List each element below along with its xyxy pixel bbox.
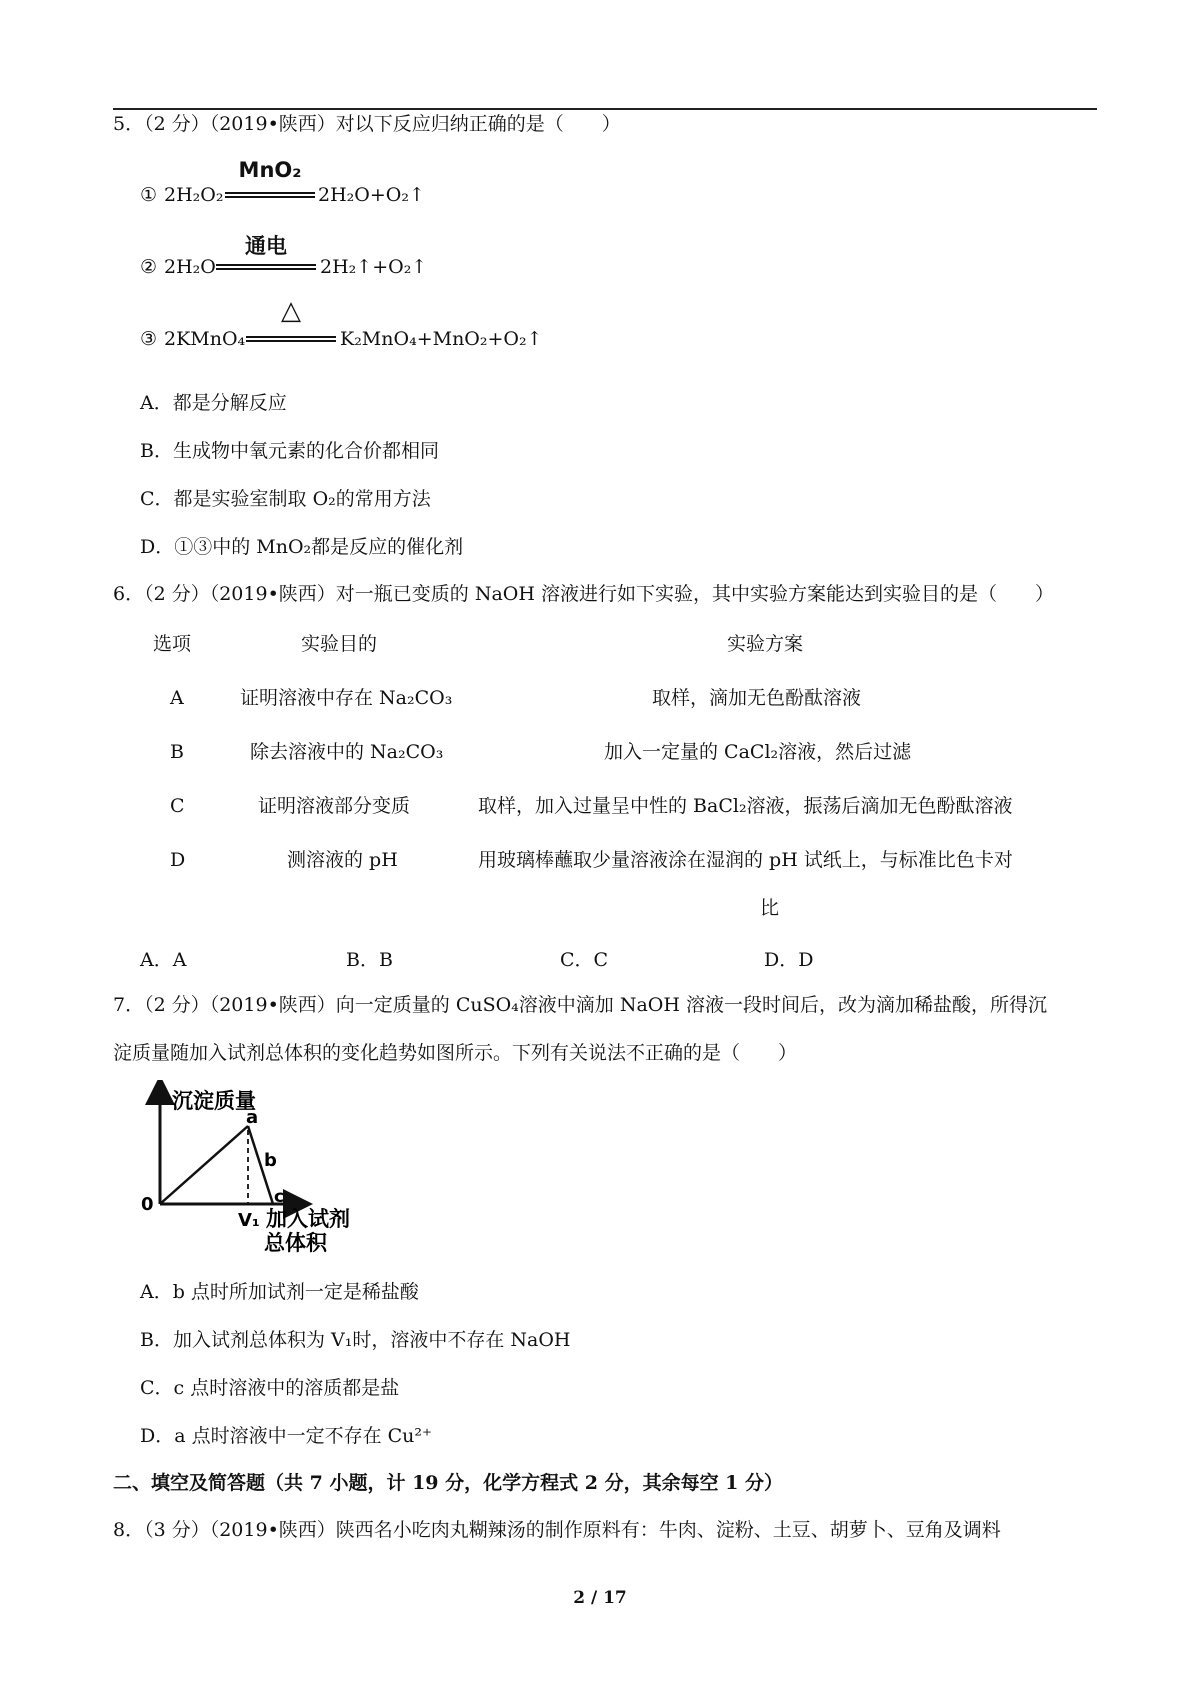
eq2-bar-bottom — [216, 268, 316, 270]
eq1-rhs: 2H₂O+O₂↑ — [318, 184, 425, 206]
q7-option-b: B．加入试剂总体积为 V₁时，溶液中不存在 NaOH — [140, 1329, 571, 1351]
q6-row-b-plan: 加入一定量的 CaCl₂溶液，然后过滤 — [604, 741, 912, 763]
eq3-rhs: K₂MnO₄+MnO₂+O₂↑ — [340, 328, 543, 350]
q6-stem: 6．（2 分）（2019•陕西）对一瓶已变质的 NaOH 溶液进行如下实验，其中实验方案能达到实验目的是（ ） — [113, 583, 1054, 605]
q7-option-c: C．c 点时溶液中的溶质都是盐 — [140, 1377, 400, 1399]
q6-row-b-purpose: 除去溶液中的 Na₂CO₃ — [250, 741, 444, 763]
q6-choice-a: A．A — [140, 949, 187, 971]
q6-row-c-plan: 取样，加入过量呈中性的 BaCl₂溶液，振荡后滴加无色酚酞溶液 — [478, 795, 1013, 817]
q8-stem: 8．（3 分）（2019•陕西）陕西名小吃肉丸糊辣汤的制作原料有：牛肉、淀粉、土豆、胡萝卜、豆角及调料 — [113, 1519, 1001, 1541]
q7-option-d: D．a 点时溶液中一定不存在 Cu²⁺ — [140, 1425, 433, 1447]
q7-precipitate-graph — [138, 1080, 370, 1258]
eq1-bar-top — [225, 192, 315, 194]
section-2-heading: 二、填空及简答题（共 7 小题，计 19 分，化学方程式 2 分，其余每空 1 分） — [113, 1472, 784, 1494]
q6-header-option: 选项 — [153, 633, 192, 655]
q6-row-b-option: B — [170, 741, 184, 763]
eq3-condition: △ — [281, 296, 301, 326]
q6-row-a-plan: 取样，滴加无色酚酞溶液 — [652, 687, 862, 709]
q5-option-a: A．都是分解反应 — [140, 392, 287, 414]
q5-option-b: B．生成物中氧元素的化合价都相同 — [140, 440, 439, 462]
q6-choice-d: D．D — [764, 949, 814, 971]
q6-row-a-option: A — [170, 687, 184, 709]
q6-choice-c: C．C — [560, 949, 609, 971]
q6-row-c-option: C — [170, 795, 185, 817]
q6-row-d-option: D — [170, 849, 186, 871]
q6-row-c-purpose: 证明溶液部分变质 — [258, 795, 411, 817]
eq1-number: ① — [140, 184, 158, 206]
eq3-bar-top — [246, 336, 336, 338]
v1-label: V₁ — [238, 1210, 260, 1231]
eq2-lhs: 2H₂O — [164, 256, 216, 278]
q6-row-d-purpose: 测溶液的 pH — [287, 849, 398, 871]
q6-row-a-purpose: 证明溶液中存在 Na₂CO₃ — [240, 687, 453, 709]
point-b-label: b — [264, 1150, 277, 1171]
eq2-condition: 通电 — [245, 234, 287, 258]
q6-header-plan: 实验方案 — [727, 633, 804, 655]
q7-stem-line-1: 7．（2 分）（2019•陕西）向一定质量的 CuSO₄溶液中滴加 NaOH 溶液一段时间后，改为滴加稀盐酸，所得沉 — [113, 994, 1047, 1016]
x-axis-label-line-1: 加入试剂 — [266, 1207, 350, 1231]
eq1-condition: MnO₂ — [238, 158, 302, 182]
q5-option-d: D．①③中的 MnO₂都是反应的催化剂 — [140, 536, 464, 558]
q6-row-d-plan: 用玻璃棒蘸取少量溶液涂在湿润的 pH 试纸上，与标准比色卡对 — [478, 849, 1013, 871]
eq3-bar-bottom — [246, 340, 336, 342]
eq2-number: ② — [140, 256, 158, 278]
point-c-label: c — [274, 1187, 285, 1207]
q6-row-d-plan-cont: 比 — [760, 897, 780, 919]
eq1-lhs: 2H₂O₂ — [164, 184, 224, 206]
q6-choice-b: B．B — [346, 949, 393, 971]
point-a-label: a — [246, 1107, 259, 1128]
q7-option-a: A．b 点时所加试剂一定是稀盐酸 — [140, 1281, 419, 1303]
q5-option-c: C．都是实验室制取 O₂的常用方法 — [140, 488, 431, 510]
curve-rise — [160, 1126, 248, 1204]
q6-header-purpose: 实验目的 — [301, 633, 378, 655]
q5-stem: 5．（2 分）（2019•陕西）对以下反应归纳正确的是（ ） — [113, 113, 621, 135]
page-number: 2 / 17 — [573, 1588, 627, 1608]
q7-stem-line-2: 淀质量随加入试剂总体积的变化趋势如图所示。下列有关说法不正确的是（ ） — [113, 1042, 798, 1064]
eq3-lhs: 2KMnO₄ — [164, 328, 246, 350]
y-axis-label: 沉淀质量 — [172, 1089, 256, 1113]
eq1-bar-bottom — [225, 196, 315, 198]
origin-label: 0 — [141, 1194, 154, 1215]
x-axis-label-line-2: 总体积 — [264, 1231, 327, 1255]
eq2-bar-top — [216, 264, 316, 266]
eq2-rhs: 2H₂↑+O₂↑ — [320, 256, 428, 278]
eq3-number: ③ — [140, 328, 158, 350]
